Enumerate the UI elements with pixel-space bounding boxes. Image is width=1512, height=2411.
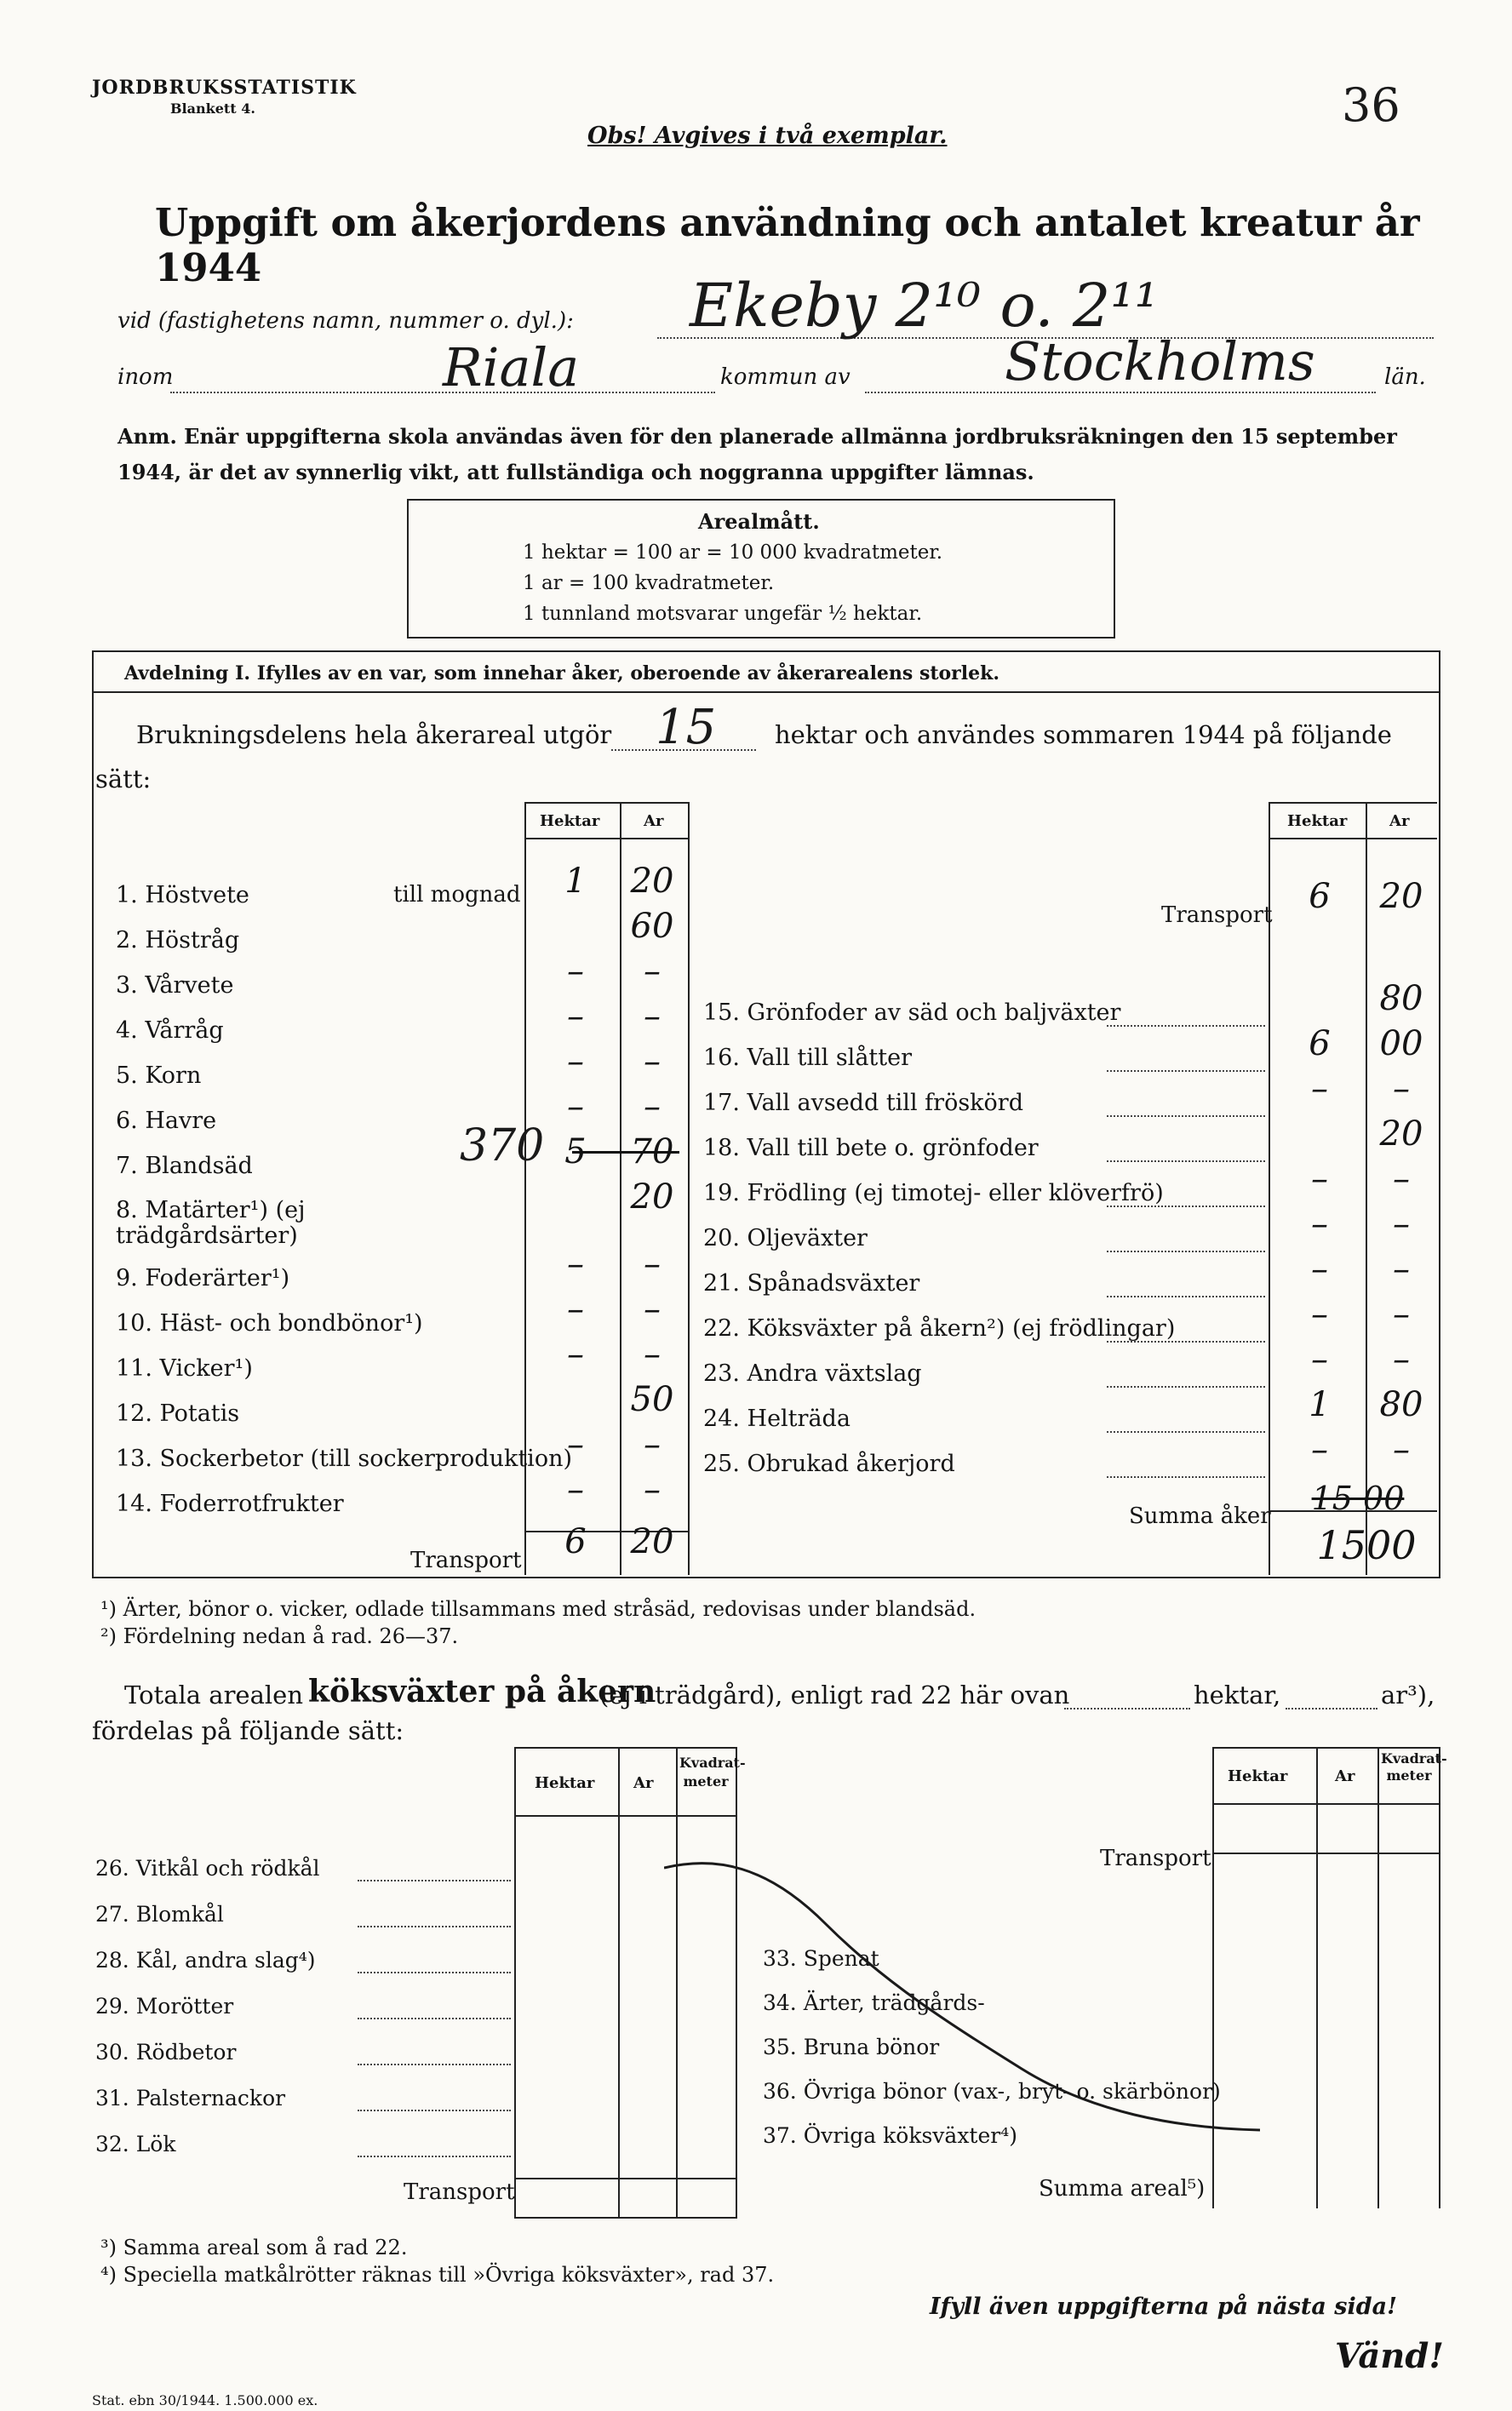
right-row-leader [1107, 1160, 1265, 1162]
left-row-hektar: – [567, 1425, 584, 1464]
kok-right-col-ar: Ar [1335, 1767, 1355, 1785]
left-row-ar: – [644, 997, 661, 1036]
footnote-3: ³) Samma areal som å rad 22. [100, 2236, 408, 2259]
right-row-label: 15. Grönfoder av säd och baljväxter [703, 999, 1121, 1026]
left-row-label: 7. Blandsäd [116, 1153, 253, 1179]
section1-heading: Avdelning I. Ifylles av en var, som innehar åker, oberoende av åkerarealens storlek. [124, 662, 1000, 684]
left-row-ar: – [644, 1245, 661, 1284]
kok-left-row-leader [358, 1972, 511, 1973]
left-row-hektar: – [567, 952, 584, 991]
kok-left-row-label: 26. Vitkål och rödkål [95, 1856, 320, 1881]
right-row-leader [1107, 1431, 1265, 1433]
right-col-hektar: Hektar [1287, 812, 1348, 830]
left-row-label: 5. Korn [116, 1062, 202, 1089]
kok-right-row-label: 36. Övriga bönor (vax-, bryt- o. skärbönor) [763, 2079, 1221, 2104]
kok-left-col-hektar: Hektar [535, 1774, 595, 1792]
left-row-ar: – [644, 1425, 661, 1464]
right-row-ar: 20 [1379, 1114, 1423, 1154]
kok-left-col-ar: Ar [633, 1774, 654, 1792]
right-row-ar: – [1393, 1295, 1410, 1334]
inom-value: Riala [443, 336, 580, 398]
right-grid-top-rule [1270, 802, 1437, 804]
kok-right-col-rule-1 [1316, 1749, 1318, 2208]
right-row-hektar: – [1311, 1250, 1328, 1289]
kok-right-transport: Transport [1100, 1846, 1211, 1871]
section2-intro-hektar: hektar, [1194, 1681, 1281, 1709]
left-row-hektar: – [567, 1470, 584, 1509]
kok-left-col-rule-1 [618, 1749, 620, 2217]
left-row-ar: 20 [630, 1177, 674, 1217]
vid-value: Ekeby 2¹⁰ o. 2¹¹ [690, 271, 1159, 341]
form-title: Uppgift om åkerjordens användning och antalet kreatur år 1944 [155, 200, 1420, 290]
right-row-hektar: – [1311, 1340, 1328, 1379]
kok-left-row-leader [358, 1926, 511, 1927]
arealmatt-line-1: 1 hektar = 100 ar = 10 000 kvadratmeter. [523, 541, 943, 564]
left-row-label: 14. Foderrotfrukter [116, 1491, 344, 1517]
left-row-hektar: – [567, 1335, 584, 1374]
section2-intro-b: (ej i trädgård), enligt rad 22 här ovan [599, 1681, 1070, 1709]
kok-left-row-label: 30. Rödbetor [95, 2040, 237, 2065]
kok-right-row-label: 34. Ärter, trädgårds- [763, 1990, 985, 2015]
arealmatt-line-2: 1 ar = 100 kvadratmeter. [523, 572, 775, 594]
left-row-hektar: – [567, 1290, 584, 1329]
left-row-label: 10. Häst- och bondbönor¹) [116, 1310, 423, 1337]
right-row-hektar: – [1311, 1160, 1328, 1199]
kok-left-transport: Transport [404, 2179, 515, 2205]
cancel-stroke [664, 1856, 1277, 2137]
section1-intro-b: hektar och användes sommaren 1944 på följande [775, 720, 1392, 749]
kok-left-row-label: 28. Kål, andra slag⁴) [95, 1948, 316, 1973]
left-row-hektar: 5 [564, 1132, 587, 1171]
left-row-label: 12. Potatis [116, 1400, 240, 1427]
vand-note: Vänd! [1335, 2336, 1444, 2376]
blandsad-strike [572, 1151, 679, 1154]
left-row-label: 11. Vicker¹) [116, 1355, 253, 1382]
right-row-leader [1107, 1386, 1265, 1388]
right-row-ar: – [1393, 1430, 1410, 1469]
right-row-label: 16. Vall till slåtter [703, 1045, 913, 1071]
arealmatt-title: Arealmått. [698, 509, 820, 534]
lan-value: Stockholms [1005, 330, 1315, 392]
summa-aker-value: 1500 [1316, 1522, 1417, 1568]
right-row-leader [1107, 1115, 1265, 1117]
left-grid-header-rule [526, 838, 688, 839]
section1-heading-rule [92, 691, 1439, 693]
right-col-ar: Ar [1389, 812, 1410, 830]
right-row-ar: 80 [1379, 1385, 1423, 1424]
total-area-value: 15 [656, 700, 717, 755]
kok-right-transport-rule [1214, 1853, 1439, 1854]
left-row-label: 4. Vårråg [116, 1017, 224, 1044]
left-row-label: 8. Matärter¹) (ej trädgårdsärter) [116, 1197, 306, 1249]
kok-left-transport-rule [516, 2178, 736, 2179]
left-transport-label: Transport [410, 1548, 522, 1573]
left-col-ar: Ar [644, 812, 664, 830]
section2-intro-c: fördelas på följande sätt: [92, 1716, 404, 1745]
kok-left-row-leader [358, 1880, 511, 1881]
right-row-label: 17. Vall avsedd till fröskörd [703, 1090, 1023, 1116]
kok-hektar-line [1064, 1708, 1190, 1709]
left-col-hektar: Hektar [540, 812, 600, 830]
footnote-2: ²) Fördelning nedan å rad. 26—37. [100, 1624, 459, 1648]
right-row-hektar: – [1311, 1205, 1328, 1244]
right-row-hektar: – [1311, 1430, 1328, 1469]
right-row-label: 22. Köksväxter på åkern²) (ej frödlingar) [703, 1315, 1176, 1342]
left-row-ar: – [644, 1470, 661, 1509]
left-row-ar: – [644, 1335, 661, 1374]
footnote-4: ⁴) Speciella matkålrötter räknas till »Övriga köksväxter», rad 37. [100, 2263, 775, 2287]
left-row-label: 13. Sockerbetor (till sockerproduktion) [116, 1446, 572, 1472]
left-row-hektar: 1 [564, 862, 587, 901]
left-row-hektar: – [567, 997, 584, 1036]
kok-right-row-label: 35. Bruna bönor [763, 2035, 940, 2059]
kommun-label: kommun av [720, 364, 850, 390]
right-grid-header-rule [1270, 838, 1437, 839]
kok-left-col-kvm: Kvadrat-meter [679, 1755, 746, 1790]
right-row-ar: – [1393, 1069, 1410, 1108]
kok-left-row-leader [358, 2064, 511, 2065]
kok-summa-label: Summa areal⁵) [1039, 2176, 1206, 2202]
kok-left-header-rule [516, 1815, 736, 1817]
lan-label: län. [1384, 364, 1426, 390]
left-row-hektar: – [567, 1087, 584, 1126]
right-row-leader [1107, 1341, 1265, 1343]
section2-intro-a: Totala arealen [124, 1681, 303, 1709]
left-row-ar: – [644, 1042, 661, 1081]
right-row-hektar: 6 [1309, 1024, 1331, 1063]
kok-left-row-label: 32. Lök [95, 2132, 176, 2156]
right-row-leader [1107, 1296, 1265, 1297]
left-row-ar: 60 [630, 907, 674, 946]
ifyll-note: Ifyll även uppgifterna på nästa sida! [930, 2294, 1397, 2320]
left-transport-hektar: 6 [564, 1522, 587, 1561]
right-row-label: 20. Oljeväxter [703, 1225, 868, 1251]
kok-right-header-rule [1214, 1803, 1439, 1805]
form-number: Blankett 4. [170, 100, 255, 117]
kok-right-row-label: 37. Övriga köksväxter⁴) [763, 2123, 1017, 2148]
kok-left-row-label: 27. Blomkål [95, 1902, 224, 1927]
section2-intro-bold: köksväxter på åkern [308, 1674, 656, 1709]
section2-intro-ar: ar³), [1381, 1681, 1435, 1709]
right-row-ar: – [1393, 1250, 1410, 1289]
right-row-ar: 80 [1379, 979, 1423, 1018]
arealmatt-box [407, 499, 1115, 639]
right-row-ar: – [1393, 1340, 1410, 1379]
kok-right-col-hektar: Hektar [1228, 1767, 1288, 1785]
vid-label: vid (fastighetens namn, nummer o. dyl.): [117, 308, 574, 334]
left-row-label: 9. Foderärter¹) [116, 1265, 290, 1291]
kok-left-row-leader [358, 2110, 511, 2111]
section1-intro-a: Brukningsdelens hela åkerareal utgör [136, 720, 612, 749]
left-row-ar: – [644, 1290, 661, 1329]
right-row-label: 19. Frödling (ej timotej- eller klöverfrö) [703, 1180, 1164, 1206]
footnote-1: ¹) Ärter, bönor o. vicker, odlade tillsammans med stråsäd, redovisas under blandsäd. [100, 1597, 976, 1621]
page-number: 36 [1342, 78, 1400, 132]
kok-left-row-leader [358, 2156, 511, 2157]
right-transport-hektar: 6 [1309, 877, 1331, 916]
anm-note: Anm. Enär uppgifterna skola användas även för den planerade allmänna jordbruksräkningen den 15 september 1944, är det av synnerlig vikt, att fullständiga och noggranna uppgifter lämnas. [117, 424, 1397, 484]
left-row-ar: 70 [630, 1132, 674, 1171]
obs-note: Obs! Avgives i två exemplar. [587, 123, 948, 149]
left-row-label: 1. Höstvete [116, 882, 249, 908]
right-row-leader [1107, 1025, 1265, 1027]
left-row-ar: – [644, 1087, 661, 1126]
right-row-label: 25. Obrukad åkerjord [703, 1451, 955, 1477]
right-transport-ar: 20 [1379, 877, 1423, 916]
kok-ar-line [1286, 1708, 1377, 1709]
kok-left-row-label: 29. Morötter [95, 1994, 234, 2019]
right-transport-label: Transport [1161, 902, 1273, 928]
kok-left-row-label: 31. Palsternackor [95, 2086, 286, 2110]
org-title: JORDBRUKSSTATISTIK [92, 77, 357, 99]
summa-aker-struck: 15 00 [1311, 1480, 1405, 1517]
left-row-ar: – [644, 952, 661, 991]
left-grid-top-rule [526, 802, 688, 804]
till-mognad-label: till mognad [393, 882, 521, 908]
left-row-ar: 50 [630, 1380, 674, 1419]
left-row-hektar: – [567, 1042, 584, 1081]
kok-right-col-rule-2 [1377, 1749, 1379, 2208]
kok-right-row-label: 33. Spenat [763, 1946, 879, 1971]
right-row-label: 18. Vall till bete o. grönfoder [703, 1135, 1039, 1161]
right-row-ar: – [1393, 1205, 1410, 1244]
left-row-label: 6. Havre [116, 1108, 217, 1134]
summa-aker-label: Summa åker [1129, 1503, 1271, 1529]
inom-label: inom [117, 364, 174, 390]
left-row-hektar: – [567, 1245, 584, 1284]
left-row-ar: 20 [630, 862, 674, 901]
right-row-label: 23. Andra växtslag [703, 1360, 922, 1387]
left-row-label: 3. Vårvete [116, 972, 234, 999]
right-row-leader [1107, 1070, 1265, 1072]
right-row-hektar: – [1311, 1069, 1328, 1108]
kok-left-row-leader [358, 2018, 511, 2019]
section1-intro-c: sätt: [95, 765, 152, 793]
print-info: Stat. ebn 30/1944. 1.500.000 ex. [92, 2392, 318, 2408]
left-transport-ar: 20 [630, 1522, 674, 1561]
right-row-hektar: 1 [1309, 1385, 1331, 1424]
right-row-ar: 00 [1379, 1024, 1423, 1063]
kok-right-col-kvm: Kvadrat-meter [1381, 1750, 1447, 1784]
margin-note: 370 [460, 1120, 545, 1171]
right-row-label: 21. Spånadsväxter [703, 1270, 920, 1297]
arealmatt-line-3: 1 tunnland motsvarar ungefär ½ hektar. [523, 603, 923, 625]
left-row-label: 2. Höstråg [116, 927, 240, 954]
right-row-ar: – [1393, 1160, 1410, 1199]
right-row-hektar: – [1311, 1295, 1328, 1334]
right-row-leader [1107, 1206, 1265, 1207]
right-row-leader [1107, 1251, 1265, 1252]
right-row-label: 24. Helträda [703, 1406, 850, 1432]
right-row-leader [1107, 1476, 1265, 1478]
